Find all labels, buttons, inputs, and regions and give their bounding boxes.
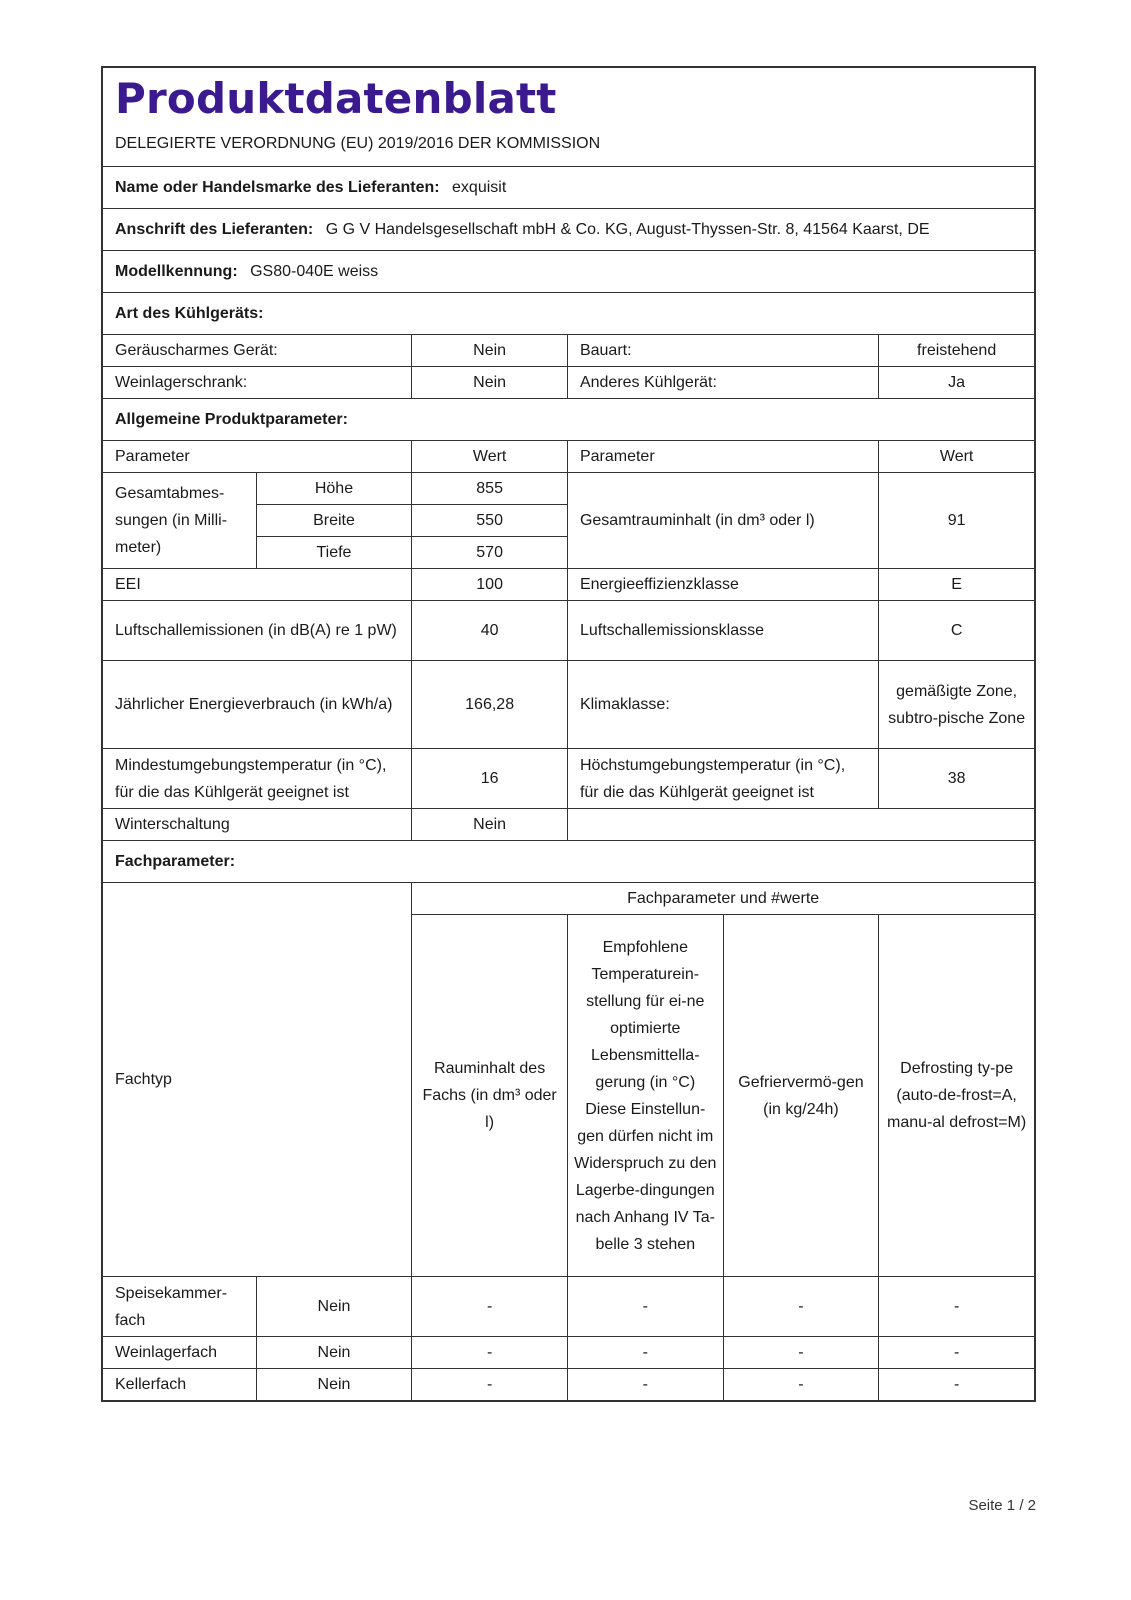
column-header: Parameter xyxy=(567,441,878,473)
model-row xyxy=(103,251,1035,293)
supplier-address-row xyxy=(103,209,1035,251)
column-header-temperature: Empfohlene Temperaturein-stellung für ei-ne optimierte Lebensmittella-gerung (in °C) Diese Einstellun-gen dürfen nicht im Widerspruch zu den Lagerbe-dingungen nach Anhang IV Ta-belle 3 stehen xyxy=(567,915,723,1277)
page-number: Seite 1 / 2 xyxy=(968,1497,1036,1514)
volume-value: 91 xyxy=(879,473,1035,569)
min-temperature-label: Mindestumgebungstemperatur (in °C), für die das Kühlgerät geeignet ist xyxy=(103,749,412,809)
page-title: Produktdatenblatt xyxy=(115,74,557,123)
compartment-present: Nein xyxy=(256,1369,412,1401)
compartment-type-label: Fachtyp xyxy=(103,883,412,1277)
energy-class-label: Energieeffizienzklasse xyxy=(567,569,878,601)
dimension-name: Höhe xyxy=(256,473,412,505)
compartment-freezing: - xyxy=(723,1337,879,1369)
column-header: Wert xyxy=(879,441,1035,473)
supplier-address-label: Anschrift des Lieferanten: xyxy=(115,221,314,238)
dimension-value: 570 xyxy=(412,537,568,569)
noise-value: 40 xyxy=(412,601,568,661)
compartment-group-header-row xyxy=(103,883,1035,915)
climate-class-value: gemäßigte Zone, subtro-pische Zone xyxy=(879,661,1035,749)
general-header-row xyxy=(103,441,1035,473)
supplier-name-row xyxy=(103,167,1035,209)
noise-row xyxy=(103,601,1035,661)
winter-value: Nein xyxy=(412,809,568,841)
compartment-row xyxy=(103,1337,1035,1369)
type-row xyxy=(103,335,1035,367)
compartment-group-header: Fachparameter und #werte xyxy=(412,883,1035,915)
type-value: Ja xyxy=(879,367,1035,399)
compartment-present: Nein xyxy=(256,1277,412,1337)
supplier-name-value: exquisit xyxy=(452,179,507,196)
compartment-temperature: - xyxy=(567,1277,723,1337)
compartment-name: Speisekammer-fach xyxy=(103,1277,257,1337)
compartment-row xyxy=(103,1277,1035,1337)
energy-row xyxy=(103,661,1035,749)
regulation-subtitle: DELEGIERTE VERORDNUNG (EU) 2019/2016 DER KOMMISSION xyxy=(103,124,1035,167)
noise-label: Luftschallemissionen (in dB(A) re 1 pW) xyxy=(103,601,412,661)
data-table xyxy=(102,67,1035,1401)
type-row xyxy=(103,367,1035,399)
compartment-defrost: - xyxy=(879,1369,1035,1401)
energy-consumption-label: Jährlicher Energieverbrauch (in kWh/a) xyxy=(103,661,412,749)
subtitle-row xyxy=(103,124,1035,167)
column-header: Wert xyxy=(412,441,568,473)
compartment-heading: Fachparameter: xyxy=(103,841,1035,883)
product-data-sheet xyxy=(101,66,1036,1402)
type-value: Nein xyxy=(412,335,568,367)
min-temperature-value: 16 xyxy=(412,749,568,809)
dimension-name: Tiefe xyxy=(256,537,412,569)
dimension-name: Breite xyxy=(256,505,412,537)
compartment-present: Nein xyxy=(256,1337,412,1369)
model-value: GS80-040E weiss xyxy=(250,263,379,280)
compartment-defrost: - xyxy=(879,1337,1035,1369)
winter-label: Winterschaltung xyxy=(103,809,412,841)
compartment-freezing: - xyxy=(723,1277,879,1337)
type-label: Anderes Kühlgerät: xyxy=(567,367,878,399)
compartment-freezing: - xyxy=(723,1369,879,1401)
empty-cell xyxy=(567,809,1034,841)
column-header-volume: Rauminhalt des Fachs (in dm³ oder l) xyxy=(412,915,568,1277)
supplier-name-label: Name oder Handelsmarke des Lieferanten: xyxy=(115,179,440,196)
compartment-name: Weinlagerfach xyxy=(103,1337,257,1369)
column-header: Parameter xyxy=(103,441,412,473)
noise-class-label: Luftschallemissionsklasse xyxy=(567,601,878,661)
general-heading: Allgemeine Produktparameter: xyxy=(103,399,1035,441)
winter-row xyxy=(103,809,1035,841)
dimension-row xyxy=(103,473,1035,505)
supplier-address-value: G G V Handelsgesellschaft mbH & Co. KG, August-Thyssen-Str. 8, 41564 Kaarst, DE xyxy=(325,221,930,238)
dimension-value: 550 xyxy=(412,505,568,537)
compartment-volume: - xyxy=(412,1369,568,1401)
type-label: Weinlagerschrank: xyxy=(103,367,412,399)
energy-consumption-value: 166,28 xyxy=(412,661,568,749)
volume-label: Gesamtrauminhalt (in dm³ oder l) xyxy=(567,473,878,569)
type-heading-row xyxy=(103,293,1035,335)
compartment-row xyxy=(103,1369,1035,1401)
eei-label: EEI xyxy=(103,569,412,601)
type-label: Geräuscharmes Gerät: xyxy=(103,335,412,367)
type-value: freistehend xyxy=(879,335,1035,367)
climate-class-label: Klimaklasse: xyxy=(567,661,878,749)
energy-class-value: E xyxy=(879,569,1035,601)
column-header-freezing: Gefriervermö-gen (in kg/24h) xyxy=(723,915,879,1277)
compartment-defrost: - xyxy=(879,1277,1035,1337)
general-heading-row xyxy=(103,399,1035,441)
max-temperature-label: Höchstumgebungstemperatur (in °C), für die das Kühlgerät geeignet ist xyxy=(567,749,878,809)
compartment-heading-row xyxy=(103,841,1035,883)
type-label: Bauart: xyxy=(567,335,878,367)
dimensions-label: Gesamtabmes-sungen (in Milli-meter) xyxy=(103,473,257,569)
type-heading: Art des Kühlgeräts: xyxy=(103,293,1035,335)
eei-row xyxy=(103,569,1035,601)
column-header-defrost: Defrosting ty-pe (auto-de-frost=A, manu-al defrost=M) xyxy=(879,915,1035,1277)
type-value: Nein xyxy=(412,367,568,399)
max-temperature-value: 38 xyxy=(879,749,1035,809)
compartment-name: Kellerfach xyxy=(103,1369,257,1401)
temperature-row xyxy=(103,749,1035,809)
eei-value: 100 xyxy=(412,569,568,601)
title-row xyxy=(103,68,1035,125)
compartment-volume: - xyxy=(412,1277,568,1337)
model-label: Modellkennung: xyxy=(115,263,238,280)
noise-class-value: C xyxy=(879,601,1035,661)
compartment-temperature: - xyxy=(567,1337,723,1369)
compartment-temperature: - xyxy=(567,1369,723,1401)
compartment-volume: - xyxy=(412,1337,568,1369)
dimension-value: 855 xyxy=(412,473,568,505)
